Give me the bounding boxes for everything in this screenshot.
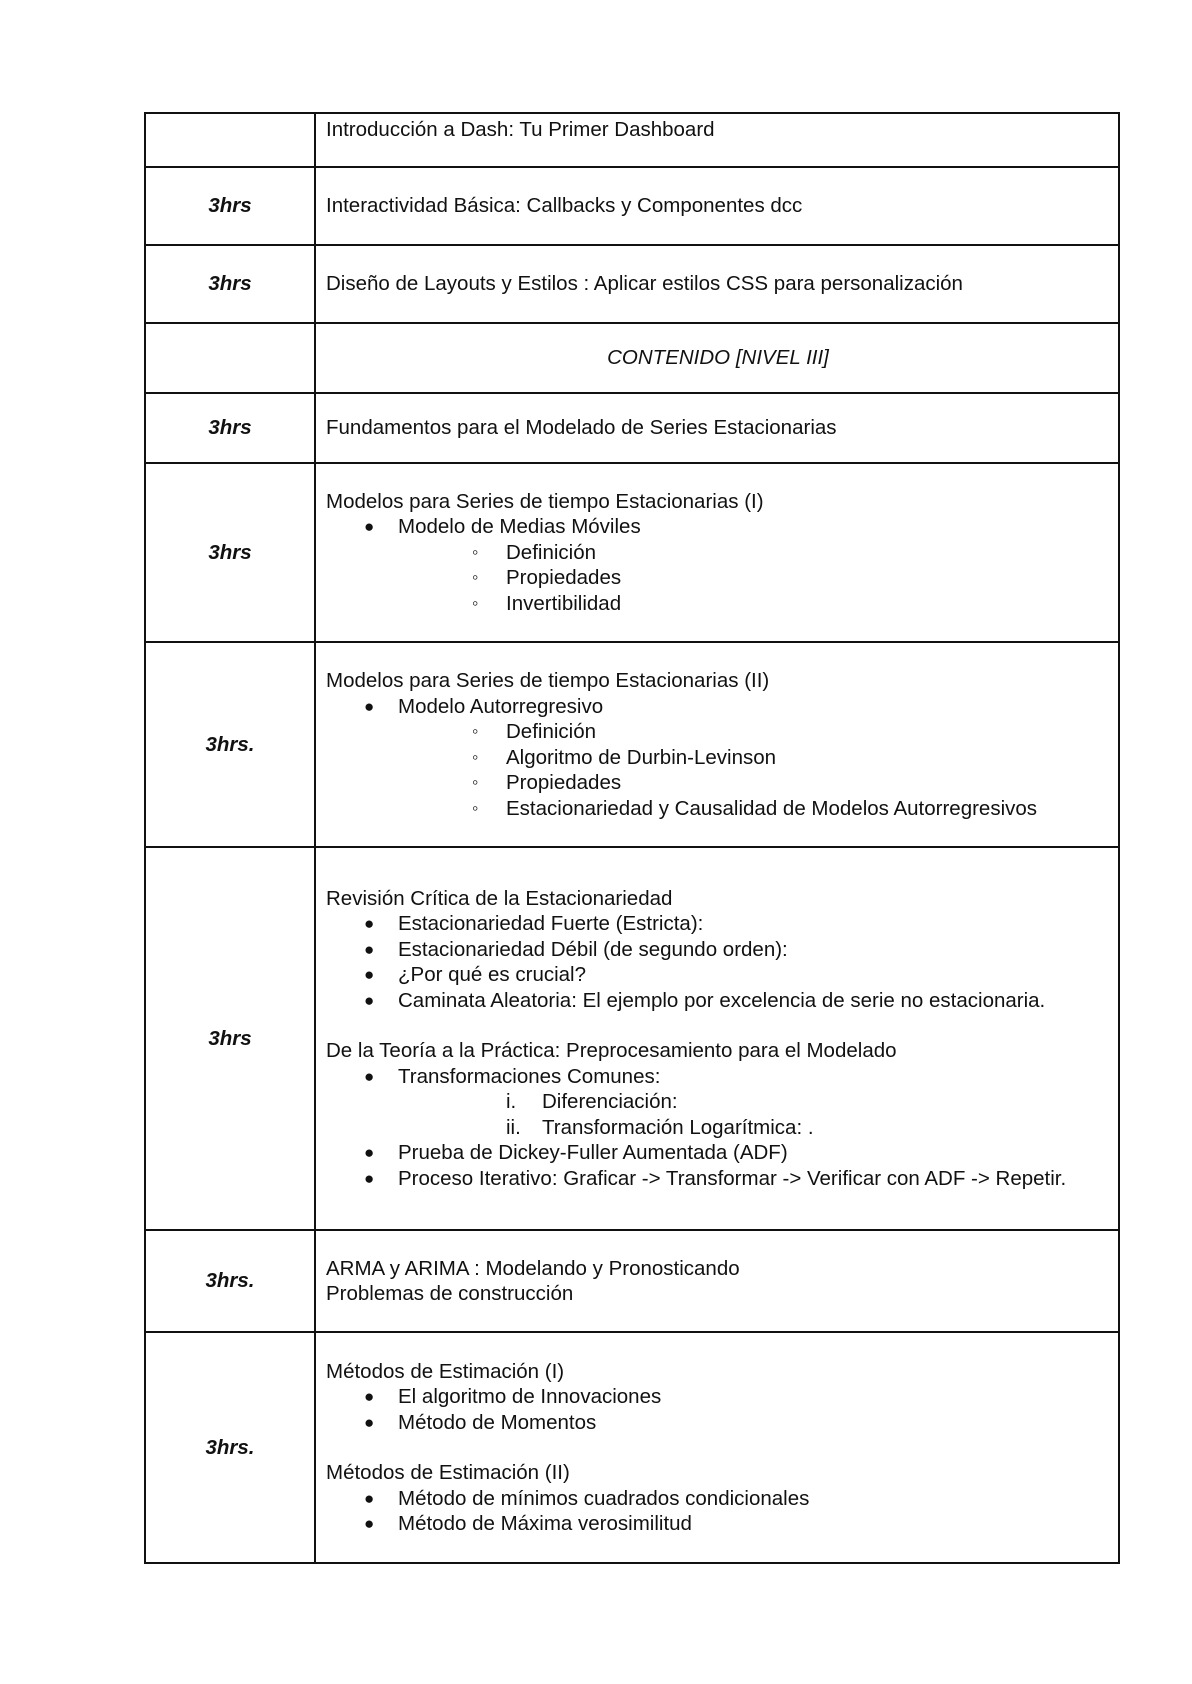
table-row <box>145 1230 1119 1332</box>
table-row <box>145 323 1119 393</box>
hours-cell: 3hrs <box>145 245 315 323</box>
topic-cell <box>315 642 1119 847</box>
topic-title: Diseño de Layouts y Estilos : Aplicar estilos CSS para personalización <box>326 272 963 296</box>
hours-cell: 3hrs <box>145 463 315 642</box>
topic-title: Revisión Crítica de la Estacionariedad <box>326 886 673 910</box>
bullet-list <box>326 1384 1110 1435</box>
topic-cell <box>315 245 1119 323</box>
list-item: ◦ Propiedades <box>398 770 1110 796</box>
table-row <box>145 463 1119 642</box>
sub-bullet-list <box>398 540 1110 617</box>
list-item: ● El algoritmo de Innovaciones <box>326 1384 1110 1410</box>
list-item: ◦ Invertibilidad <box>398 591 1110 617</box>
list-item: ● Método de mínimos cuadrados condicionales <box>326 1486 1110 1512</box>
list-item: ● Transformaciones Comunes: i. Diferenciación: ii. Transformación Logarítmica: . <box>326 1064 1110 1141</box>
table-row <box>145 1332 1119 1563</box>
roman-list <box>398 1089 1110 1140</box>
bullet-list <box>326 1064 1110 1192</box>
topic-cell <box>315 1230 1119 1332</box>
topic-subtitle: De la Teoría a la Práctica: Preprocesamiento para el Modelado <box>326 1039 897 1063</box>
table-row <box>145 245 1119 323</box>
topic-cell <box>315 167 1119 245</box>
topic-title: ARMA y ARIMA : Modelando y Pronosticando <box>326 1256 740 1280</box>
hours-cell <box>145 113 315 167</box>
bullet-list <box>326 514 1110 616</box>
list-item: ● Estacionariedad Débil (de segundo orden): <box>326 937 1110 963</box>
topic-title: Modelos para Series de tiempo Estacionarias (I) <box>326 489 764 513</box>
hours-cell: 3hrs. <box>145 642 315 847</box>
table-row <box>145 393 1119 463</box>
hours-cell: 3hrs. <box>145 1230 315 1332</box>
topic-title: Modelos para Series de tiempo Estacionarias (II) <box>326 669 770 692</box>
list-item: ◦ Propiedades <box>398 565 1110 591</box>
list-item: ◦ Definición <box>398 719 1110 745</box>
list-item: ● Estacionariedad Fuerte (Estricta): <box>326 911 1110 937</box>
list-item: ● Método de Momentos <box>326 1410 1110 1436</box>
section-heading-cell <box>315 323 1119 393</box>
topic-title: Interactividad Básica: Callbacks y Componentes dcc <box>326 194 803 218</box>
bullet-list <box>326 694 1110 822</box>
topic-subtitle: Problemas de construcción <box>326 1282 574 1305</box>
topic-title: Introducción a Dash: Tu Primer Dashboard <box>326 118 715 141</box>
list-item: ● Prueba de Dickey-Fuller Aumentada (ADF) <box>326 1140 1110 1166</box>
list-item: ● Modelo de Medias Móviles ◦ Definición ◦ Propiedades ◦ Invertibilidad <box>326 514 1110 616</box>
list-item: ● Proceso Iterativo: Graficar -> Transformar -> Verificar con ADF -> Repetir. <box>326 1166 1110 1192</box>
topic-title: Métodos de Estimación (I) <box>326 1359 565 1383</box>
hours-cell: 3hrs <box>145 847 315 1230</box>
topic-cell <box>315 1332 1119 1563</box>
course-schedule-table <box>144 112 1120 1564</box>
list-item: ◦ Definición <box>398 540 1110 566</box>
table-row <box>145 113 1119 167</box>
topic-cell <box>315 393 1119 463</box>
list-item: ● Método de Máxima verosimilitud <box>326 1511 1110 1537</box>
list-item: ◦ Algoritmo de Durbin-Levinson <box>398 745 1110 771</box>
hours-cell <box>145 323 315 393</box>
list-item: ii. Transformación Logarítmica: . <box>506 1115 814 1139</box>
hours-cell: 3hrs <box>145 167 315 245</box>
topic-subtitle: Métodos de Estimación (II) <box>326 1461 570 1484</box>
list-item: ● ¿Por qué es crucial? <box>326 962 1110 988</box>
section-heading: CONTENIDO [NIVEL III] <box>607 346 829 370</box>
table-row <box>145 847 1119 1230</box>
bullet-list <box>326 911 1110 1013</box>
list-item: ◦ Estacionariedad y Causalidad de Modelos Autorregresivos <box>398 796 1110 822</box>
list-item: ● Caminata Aleatoria: El ejemplo por excelencia de serie no estacionaria. <box>326 988 1110 1014</box>
hours-cell: 3hrs. <box>145 1332 315 1563</box>
hours-cell: 3hrs <box>145 393 315 463</box>
topic-cell <box>315 463 1119 642</box>
bullet-list <box>326 1486 1110 1537</box>
list-item: ● Modelo Autorregresivo ◦ Definición ◦ Algoritmo de Durbin-Levinson ◦ Propiedades ◦ Estacionariedad y Causalidad de Modelos Autorregresivos <box>326 694 1110 822</box>
table-row <box>145 642 1119 847</box>
topic-cell <box>315 847 1119 1230</box>
list-item: i. Diferenciación: <box>506 1090 678 1114</box>
topic-cell <box>315 113 1119 167</box>
table-row <box>145 167 1119 245</box>
sub-bullet-list <box>398 719 1110 821</box>
topic-title: Fundamentos para el Modelado de Series Estacionarias <box>326 416 837 440</box>
